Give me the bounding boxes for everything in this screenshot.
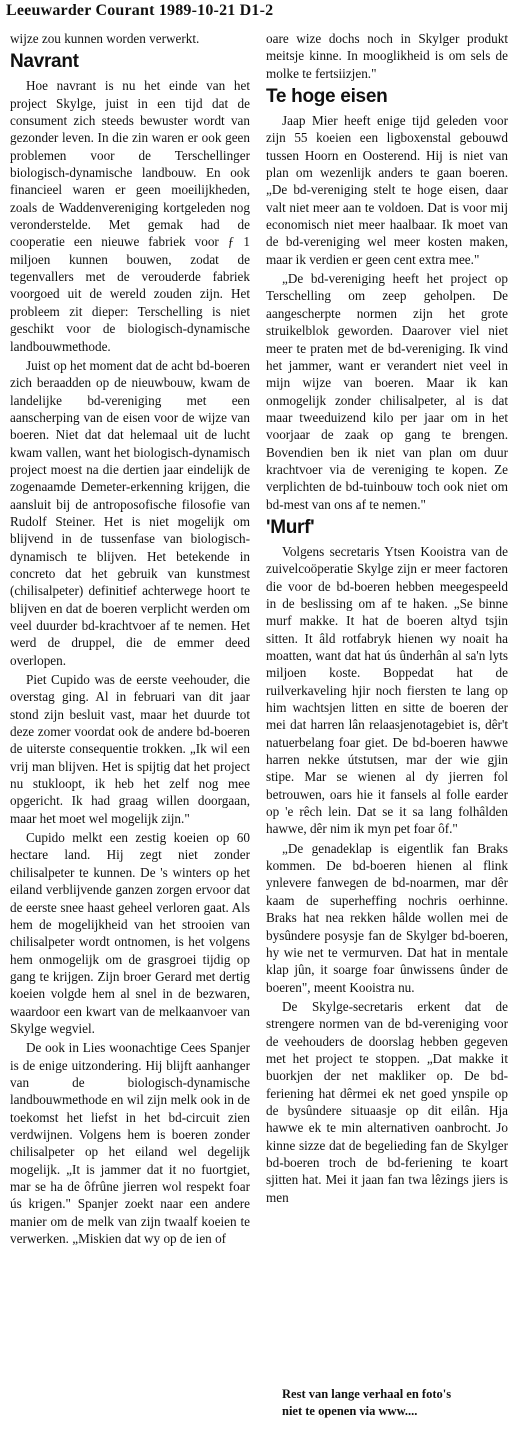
paragraph: De Skylge-secretaris erkent dat de strengere normen van de bd-vereniging voor de veehouders de doorslag hebben gegeven met het project te stoppen. „Dat makke it buorkjen der net makliker op. De bd-feriening hat dêrmei ek net goed ynspile op de bysûndere situaasje op dit eilân. Hja hawwe ek te min alternativen oanbrocht. Jo kinne sizze dat de begelieding fan de Skylger bd-boeren troch de bd-feriening te koart sjitten hat. Mei it jaan fan twa lêzings jiers is men <box>266 998 508 1205</box>
paragraph: Piet Cupido was de eerste veehouder, die overstag ging. Al in februari van dit jaar stond zijn besluit vast, maar het duurde tot deze zomer voordat ook de andere bd-boeren de uiterste consequentie trokken. „Ik wil een vrij man blijven. Het is spijtig dat het project nu stukloopt, ik heb het zelf nog mee opgericht. Ik had graag willen doorgaan, maar het moet wel mogelijk zijn." <box>10 672 250 826</box>
footnote <box>282 1386 506 1420</box>
paragraph: Juist op het moment dat de acht bd-boeren zich beraadden op de nieuwbouw, kwam de landelijke bd-vereniging met een aanscherping van de eisen voor de wijze van boeren. Niet dat dat helemaal uit de lucht kwam vallen, want het biologisch-dynamisch project moest na die dertien jaar eindelijk de zogenaamde Demeter-erkenning krijgen, die aansluit bij de antroposofische filosofie van Rudolf Steiner. Het is niet mogelijk om blijvend in de tussenfase van biologisch-dynamisch te blijven. Het betekende in concreto dat het gebruik van kunstmest (chilisalpeter) definitief achterwege hoort te blijven en dat de boeren verplicht werden om veel duurder bd-krachtvoer af te nemen. Het werd de druppel, die de emmer deed overlopen. <box>10 357 250 668</box>
article-column-right <box>266 30 508 1208</box>
paragraph: wijze zou kunnen worden verwerkt. <box>10 31 200 46</box>
section-heading-te-hoge-eisen: Te hoge eisen <box>266 86 388 108</box>
paragraph: Jaap Mier heeft enige tijd geleden voor zijn 55 koeien een ligboxenstal gebouwd tussen Hoorn en Oosterend. Hij is niet van plan om wezenlijk anders te gaan boeren. „De bd-vereniging stelt te hoge eisen, daar valt niet meer aan te voldoen. Dat is voor mij economisch niet meer haalbaar. Ik moet van de bd-vereniging wel meer kosten maken, maar ik verdien er geen cent extra mee." <box>266 113 508 267</box>
footnote-line: Rest van lange verhaal en foto's <box>282 1387 452 1401</box>
page-title: Leeuwarder Courant 1989-10-21 D1-2 <box>6 2 274 19</box>
paragraph: Hoe navrant is nu het einde van het project Skylge, juist in een tijd dat de consument zich steeds bewuster wordt van gezonder leven. In die zin waren er ook geen problemen voor de Terschellinger biologisch-dynamische landbouw. En ook financieel waren er geen moeilijkheden, zoals de Waddenvereniging kortgeleden nog veronderstelde. Met gemak had de cooperatie een nieuwe fabriek voor ƒ 1 miljoen kunnen bouwen, zodat de tegenvallers met de verouderde fabriek voorgoed uit de wereld zouden zijn. Het probleem zit dieper: Terschelling is niet geschikt voor de biologisch-dynamische landbouwmethode. <box>10 78 250 354</box>
article-column-left <box>10 30 250 1249</box>
section-heading-murf: 'Murf' <box>266 516 315 538</box>
paragraph: De ook in Lies woonachtige Cees Spanjer is de enige uitzondering. Hij blijft aanhanger van de biologisch-dynamische landbouwmethode en wil zijn melk ook in de toekomst het liefst in het bd-circuit zien verdwijnen. Volgens hem is boeren zonder chilisalpeter op het eiland wel degelijk mogelijk. „It is jammer dat it no fuortgiet, mar se ha de ôfrûne jierren wol respekt foar ús krigen." Spanjer zoekt naar een andere manier om de melk van zijn twaalf koeien te verwerken. „Miskien dat wy op de ien of <box>10 1040 250 1247</box>
footnote-line: niet te openen via www.... <box>282 1404 418 1418</box>
section-heading-navrant: Navrant <box>10 51 79 73</box>
paragraph: Volgens secretaris Ytsen Kooistra van de zuivelcoöperatie Skylge zijn er meer factoren die voor de bd-boeren hebben meegespeeld in de beslissing om af te haken. „Se binne murf makke. It hat de boeren altyd tsjin sitten. It âld rotfabryk hienen wy noait ha moatten, want dat hat ús ûnderhân al sa'n lyts miljoen koste. Boppedat hat de ruilverkaveling hjir noch fiersten te lang op him wachtsjen litten en sitte de boeren der mei dat harren lân relaasjenotagebiet is, dêr't natuerbelang foar giet. De bd-boeren hawwe harren nekke útstutsen, mar der wie gjin stipe. Mar se wienen al dy jierren fol betrouwen, oars hie it fansels al folle earder op 'e rêch lein. Dat se it sa lang folhâlden hawwe, dêr nim ik myn pet foar ôf." <box>266 543 508 837</box>
paragraph: „De genadeklap is eigentlik fan Braks kommen. De bd-boeren hienen al flink ynlevere fanwegen de bd-noarmen, mar dêr kaam de superheffing nochris oerhinne. Braks hat nea rekken hâlde wollen mei de bysûndere posysje fan de Skylger bd-boeren, hy wie net te vermurven. Dat hat in mentale klap jûn, it soarge foar ûnwissens ûnder de boeren", meent Kooistra nu. <box>266 840 508 995</box>
paragraph: „De bd-vereniging heeft het project op Terschelling om zeep geholpen. De aangescherpte normen zijn het grote struikelblok geworden. Daarover viel niet meer te praten met de bd-vereniging. Ik vind het jammer, want er verandert niet veel in mijn wijze van boeren. Maar ik kan onmogelijk zonder chilisalpeter, al is dat maar tweeduizend kilo per jaar om in het voorjaar de zaak op gang te brengen. Bovendien ben ik niet van plan om duur krachtvoer via de vereniging te kopen. Ze verplichten de bd-tuinbouw toch ook niet om bd-mest van ons af te nemen." <box>266 271 508 512</box>
paragraph: Cupido melkt een zestig koeien op 60 hectare land. Hij zegt niet zonder chilisalpeter te kunnen. De 's winters op het eiland verblijvende ganzen zorgen ervoor dat de eerste snee haast geheel verloren gaat. Als hem de mogelijkheid van het strooien van chilisalpeter wordt ontnomen, is het volgens hem onmogelijk om de grasgroei tijdig op gang te krijgen. Zijn broer Gerard met dertig koeien volgde hem al snel in de bezwaren, waardoor een kwart van de melkaanvoer van Skylge wegviel. <box>10 830 250 1036</box>
paragraph: oare wize dochs noch in Skylger produkt meitsje kinne. In mooglikheid is om sels de molke te fertsiizjen." <box>266 31 508 81</box>
